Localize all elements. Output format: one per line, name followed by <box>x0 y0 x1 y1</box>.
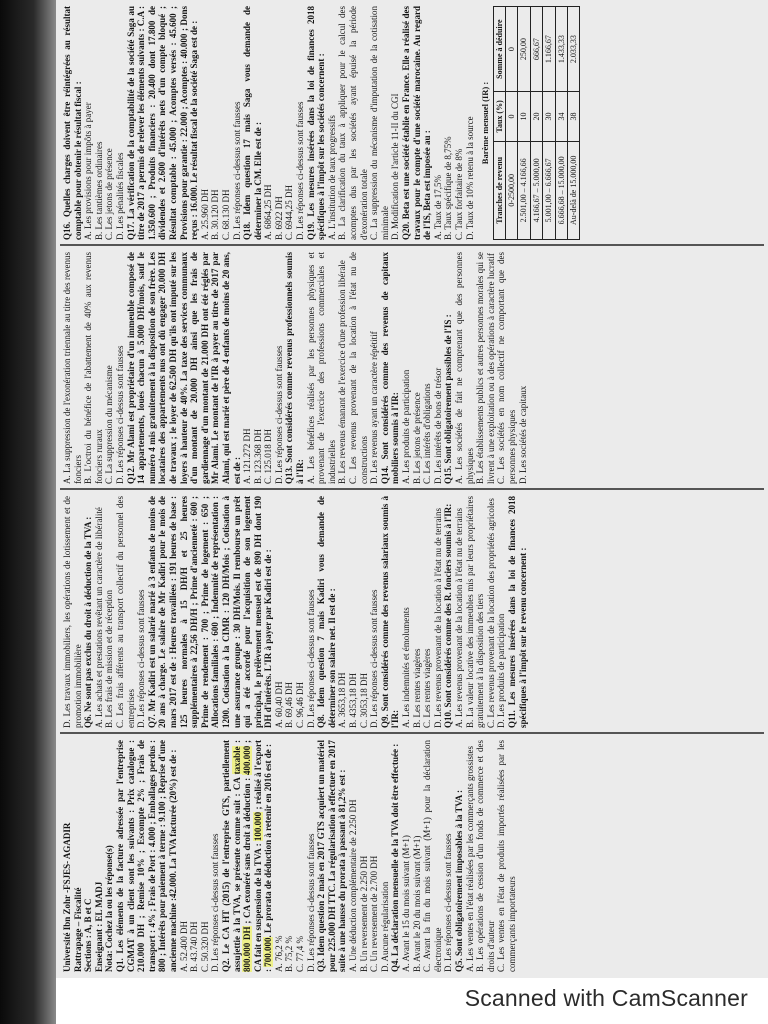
bareme-cell: 5.001,00 – 6.666,67 <box>543 141 555 239</box>
answer-option: A. Les produits de participation <box>401 369 411 484</box>
answer-option: C. Les sociétés en nom collectif ne comportant que des personnes physiques <box>496 252 517 484</box>
column-3 <box>62 252 762 484</box>
bareme-cell: 250,00 <box>518 7 530 92</box>
bareme-row <box>530 7 542 240</box>
bareme-header-cell: Somme à déduire <box>493 7 505 92</box>
answer-option: A. 76,2 % <box>273 935 284 972</box>
answer-option: D. Les réponses ci-dessus sont fausses <box>273 345 284 484</box>
bareme-cell: 20 <box>530 92 542 141</box>
answer-option: B. 6922 DH <box>273 196 284 240</box>
highlighted-figure: 100.000 <box>252 811 263 842</box>
answer-option: B. Un reversement de 2.250 DH <box>358 855 369 972</box>
column-divider <box>60 489 764 491</box>
answer-option: B. 4353,18 DH <box>348 672 359 728</box>
answer-option: A. Taux de 17,5% <box>432 175 443 240</box>
answer-option: B. 43.740 DH <box>189 921 200 972</box>
bareme-row <box>505 7 517 240</box>
bareme-cell: 1.433,33 <box>555 7 567 92</box>
answer-option: C. Les frais afférents au transport collectif du personnel des entreprises <box>114 496 136 728</box>
answer-option: A. Les ventes en l'état réalisées par les commerçants grossistes <box>464 745 475 972</box>
highlighted-figure: 800.000 DH <box>242 926 253 972</box>
answer-option: C. 77,4 % <box>295 936 306 972</box>
answer-option: C. Les revenus provenant de la location à l'état nu de constructions <box>348 252 369 484</box>
column-3-body <box>62 252 528 484</box>
bareme-row <box>555 7 567 240</box>
answer-option: D. Les réponses ci-dessus sont fausses <box>443 833 454 972</box>
bareme-cell: 34 <box>555 92 567 141</box>
header-line: Université Ibn Zohr -FSJES- AGADIR <box>62 822 72 972</box>
bareme-cell: 1.166,67 <box>543 7 555 92</box>
question-text: Q13. Sont considérés comme revenus professionnels soumis à l'IR: <box>284 252 306 484</box>
answer-option: B. Les établissements publics et autres personnes morales qui se livrent à une exploitation ou à des opérations à caractère lucratif <box>475 252 496 484</box>
answer-option: A. 52.400 DH <box>178 921 189 972</box>
answer-option: D. Aucune régularisation <box>379 881 390 972</box>
question-text: Q14. Sont considérés comme des revenus de capitaux mobiliers soumis à l'IR: <box>379 252 401 484</box>
bareme-cell: 0 <box>505 92 517 141</box>
answer-option: D. Les réponses ci-dessus sont fausses <box>231 101 242 240</box>
question-text: Q20. Beta est une société établie en France. Elle a réalisé des travaux pour le compte d'une société marocaine. Au regard de l'IS, Beta est imposée au : <box>401 6 433 240</box>
answer-option: A. Les indemnités et émoluments <box>401 607 411 728</box>
question-text: Q17. La vérification de la comptabilité de la société Saga au titre de 2017 a permis de relever les éléments suivants : C.A : 1.350.600 ; Produits financiers : 20.400 dont 17.800 de dividendes et 2.600 d'intérêts nets d'un compte bloqué ; Résultat comptable : 45.000 ; Acomptes versés : 45.600 ; Provisions pour garantie : 22.000 ; Acomptes : 40.000 ; Dons reçus : 16.000. Le résultat fiscal de la société Saga est de : <box>125 6 200 240</box>
answer-option: C. 50.320 DH <box>199 921 210 972</box>
answer-option: C. 96,46 DH <box>295 681 306 728</box>
answer-option: A. Les provisions pour impôts à payer <box>83 102 94 240</box>
answer-option: B. Les opérations de cession d'un fonds de commerce et des droits d'auteur <box>475 740 496 972</box>
answer-option: B. L'octroi du bénéfice de l'abattement de 40% aux revenus fonciers ruraux <box>83 252 104 484</box>
answer-option: D. Les revenus ayant un caractère répétitif <box>369 331 380 484</box>
answer-option: A. Les bénéfices réalisés par les personnes physiques et provenant de l'exercice des professions commerciales et industrielles <box>305 252 337 484</box>
question-text: Q1. Les éléments de la facture adressée par l'entreprise CGMAT à un client sont les suivants : Prix catalogue : 210.000 DH ; Remise 10% ; Escompte 2% ; Frais de transport : 4% ; Frais de Port : 4.000 ; Emballages perdus : 800 ; Intérêts pour paiement à terme : 9.100 ; Reprise d'une ancienne machine :42.000. La TVA facturée (20%) est de : <box>114 740 178 972</box>
column-4-body <box>62 6 475 240</box>
bareme-cell: 0 <box>505 7 517 92</box>
answer-option: D. Modification de l'article 11-II du CGI <box>390 93 401 240</box>
answer-option: C. Taux forfaitaire de 8% <box>453 148 464 240</box>
answer-option: C. Un reversement de 2.700 DH <box>369 855 380 972</box>
question-text: Q8. Idem question 7 mais Kadiri vous demande de déterminer son salaire net. Il est de : <box>316 496 337 728</box>
bareme-cell: 10 <box>518 92 530 141</box>
scanned-exam-sheet <box>56 0 768 978</box>
scan-dark-edge <box>0 0 56 1024</box>
ir-tax-bracket-table <box>481 6 580 240</box>
answer-option: C. 125.018 DH <box>263 428 274 484</box>
question-text: Q9. Sont considérés comme des revenus salariaux soumis à l'IR: <box>379 496 401 728</box>
answer-option: D. Les sociétés de capitaux <box>517 385 528 484</box>
bareme-row <box>568 7 580 240</box>
bareme-caption: Barème mensuel (IR) : <box>480 81 491 165</box>
answer-option: D. Les revenus provenant de la location à l'état nu de terrains <box>432 507 443 728</box>
exam-header <box>62 740 115 972</box>
answer-option: A. L'institution de taux progressifs <box>326 115 337 240</box>
answer-option: A. 3653,18 DH <box>337 672 348 728</box>
answer-option: C. 6944,25 DH <box>284 184 295 240</box>
answer-option: B. Les jetons de présence <box>411 392 422 484</box>
answer-option: B. La valeur locative des immeubles mis par leurs propriétaires gratuitement à la disposition des tiers <box>464 496 486 728</box>
bareme-cell: 30 <box>543 92 555 141</box>
answer-option: B. Les frais de mission et de réception <box>104 590 115 728</box>
answer-option: B. Les tantièmes ordinaires <box>93 141 104 240</box>
bareme-cell: 2.501,00 – 4.166,66 <box>518 141 530 239</box>
question-text: Q11. Les mesures insérées dans la loi de finances 2018 spécifiques à l'impôt sur le revenu concernent : <box>506 496 528 728</box>
answer-option: D. Les réponses ci-dessus sont fausses <box>114 345 125 484</box>
bareme-cell: Au-delà de 15.000,00 <box>568 141 580 239</box>
highlighted-figure: taxable <box>231 746 242 775</box>
bareme-cell: 2.033,33 <box>568 7 580 92</box>
question-text: Q15. Sont obligatoirement passibles de l'IS : <box>443 314 454 484</box>
answer-option: A. Les achats et prestations revêtant un caractère de libéralité <box>93 507 104 728</box>
answer-option: B. Avant le 20 du mois suivant (M+1) <box>411 835 422 972</box>
answer-option: C. Les rentes viagères <box>422 648 433 728</box>
bareme-cell: 6.666,68 – 15.000,00 <box>555 141 567 239</box>
question-text: Q18. Idem question 17 mais Saga vous demande de déterminer la CM. Elle est de : <box>242 6 263 240</box>
answer-option: A. Les revenus provenant de la location à l'état nu de terrains <box>453 507 464 728</box>
column-divider <box>60 245 764 247</box>
answer-option: C. Avant la fin du mois suivant (M+1) pour la déclaration électronique <box>422 740 443 972</box>
answer-option: A. 60,40 DH <box>273 681 284 728</box>
answer-option: C. La suppression du mécanisme d'imputation de la cotisation minimale <box>369 6 390 240</box>
question-text: Q19. Les mesures insérées dans la loi de finances 2018 spécifiques à l'impôt sur les sociétés concernent : <box>305 6 327 240</box>
bareme-header-cell: Taux (%) <box>493 92 505 141</box>
header-line: Rattrapage – Fiscalité <box>72 887 83 972</box>
answer-option: C. Les ventes en l'état de produits importés réalisées par les commerçants importateurs <box>496 740 517 972</box>
answer-option: C. 3053,18 DH <box>358 672 369 728</box>
question-text: Q7. Mr Kadiri est un salarié marié à 3 enfants de moins de 20 ans à charge. Le salaire de Mr Kadiri pour le mois de mars 2017 est de : Heures travaillées : 191 heures de base : 125 heures normales à 15 DH/H et 25 heures supplémentaires à 22,56 DH/H ; Prime d'ancienneté : 600 ; Prime de rendement : 700 ; Prime de logement : 650 ; Allocations familiales : 600 ; Indemnité de représentation : 1200. Cotisation à la CIMR : 120 DH/Mois ; Cotisation à une assurance groupe : 30 DH/Mois. Il rembourse un prêt qui a été accordé pour l'acquisition de son logement principal, le prélèvement mensuel est de 890 DH dont 190 DH d'intérêts. L'IR à payer par Kadiri est de : <box>146 496 274 728</box>
answer-option: C. La suppression du mécanisme <box>104 365 115 484</box>
column-divider <box>60 733 764 735</box>
answer-option: A. Les sociétés de fait ne comprenant que des personnes physiques <box>453 252 475 484</box>
answer-option: D. Les réponses ci-dessus sont fausses <box>295 101 306 240</box>
bareme-row <box>518 7 530 240</box>
column-1 <box>62 740 762 972</box>
question-text: Q2. Le CA HT (2015) de l'entreprise GTS, partiellement assujettie à la TVA, se présente comme suit : CA taxable : 800.000 DH ; CA exonéré sans droit à déduction : 400.000 ; CA fait en suspension de la TVA : 100.000 ; réalisé à l'export : 700.000. Le prorata de déduction à retenir en 2016 est de : <box>220 740 274 972</box>
answer-option: D. Les réponses ci-dessus sont fausses <box>305 833 316 972</box>
answer-option: A. 121.272 DH <box>242 428 253 484</box>
answer-option: D. Les travaux immobiliers, les opérations de lotissement et de promotion immobilière <box>62 496 83 728</box>
answer-option: D. Les pénalités fiscales <box>114 152 125 240</box>
column-4 <box>62 6 762 240</box>
answer-option: C. 68.130 DH <box>220 189 231 240</box>
question-text: Q3. Idem question 2 mais en 2017 GTS acquiert un matériel pour 225.000 DH TTC. La régularisation à effectuer en 2017 suite à une hausse du prorata à passant à 81,2% est : <box>316 740 348 972</box>
answer-option: B. Les revenus émanant de l'exercice d'une profession libérale <box>337 260 348 484</box>
answer-option: C. Les jetons de présence <box>104 148 115 240</box>
question-text: Q5. Sont obligatoirement imposables à la TVA : <box>453 789 464 972</box>
answer-option: B. Les rentes viagères <box>411 648 422 728</box>
column-2-body <box>62 496 528 728</box>
rotated-page <box>56 0 768 978</box>
answer-option: B. 69,46 DH <box>284 681 295 728</box>
answer-option: A. Une déduction complémentaire de 2.250 DH <box>348 799 359 972</box>
bareme-row <box>543 7 555 240</box>
answer-option: A. 6864,25 DH <box>263 184 274 240</box>
header-line: Sections : A, B et C <box>83 898 94 972</box>
bareme-header-row <box>493 7 505 240</box>
camscanner-watermark: Scanned with CamScanner <box>464 985 748 1011</box>
bareme-cell: 38 <box>568 92 580 141</box>
bareme-cell: 0-2500,00 <box>505 141 517 239</box>
question-text: Q16. Quelles charges doivent être réintégrées au résultat comptable pour obtenir le résultat fiscal : <box>62 6 83 240</box>
header-line: Nota: Cochez la ou les réponse(s) <box>104 845 115 972</box>
answer-option: B. 75,2 % <box>284 936 295 972</box>
answer-option: B. 30.120 DH <box>210 189 221 240</box>
answer-option: D. Les produits de participation <box>496 613 507 728</box>
bareme-cell: 4.166,67 – 5.000,00 <box>530 141 542 239</box>
answer-option: C. Les revenus provenant de la location des propriétés agricoles <box>485 498 496 728</box>
question-text: Q4. La déclaration mensuelle de la TVA doit être effectuée : <box>390 743 401 972</box>
answer-option: D. Les réponses ci-dessus sont fausses <box>369 589 380 728</box>
highlighted-figure: 700.000 <box>263 937 274 967</box>
answer-option: C. Les intérêts d'obligations <box>422 383 433 484</box>
column-1-body <box>115 740 518 972</box>
answer-option: A. 25.960 DH <box>199 189 210 240</box>
answer-option: A. Avant le 15 du mois suivant (M+1) <box>401 835 411 972</box>
answer-option: D. Les réponses ci-dessus sont fausses <box>305 589 316 728</box>
question-text: Q10. Sont considérés comme des R. fonciers soumis à l'IR: <box>443 503 454 728</box>
bareme-cell: 666,67 <box>530 7 542 92</box>
answer-option: D. Les intérêts de bons de trésor <box>432 367 443 484</box>
bareme-body <box>505 7 579 240</box>
highlighted-figure: 400.000 <box>242 745 253 776</box>
question-text: Q6. Ne sont pas exclus du droit à déduction de la TVA : <box>83 516 94 728</box>
answer-option: D. Les réponses ci-dessus sont fausses <box>210 833 221 972</box>
column-2 <box>62 496 762 728</box>
answer-option: A. La suppression de l'exonération triennale au titre des revenus fonciers <box>62 252 83 484</box>
answer-option: B. La clarification du taux à appliquer pour le calcul des acomptes dus par les sociétés ayant épuisé la période d'exonération totale <box>337 6 369 240</box>
question-text: Q12. Mr Alami est propriétaire d'un immeuble composé de 14 appartements, loués chacun à 5.000 DH/mois, sauf le numéro 4 mis gratuitement à la disposition de son frère. Les locataires des appartements nus ont dû engager 20.000 DH de travaux ; le loyer de 62.500 DH qu'ils ont imputé sur les loyers à hauteur de 40%. La taxe des services communaux d'un montant de 20.000 DH ainsi que les frais de gardiennage d'un montant de 21.000 DH ont été réglés par Mr Alami. Le montant de l'IR à payer au titre de 2017 par Alami, qui est marié et père de 4 enfants de moins de 20 ans, est de : <box>125 252 242 484</box>
answer-option: D. Taux de 10% retenu à la source <box>464 116 475 240</box>
answer-option: D. Les réponses ci-dessus sont fausses <box>136 589 147 728</box>
bareme-header-cell: Tranches de revenu <box>493 141 505 239</box>
answer-option: B. Taux spécifique de 8,75% <box>443 136 454 240</box>
answer-option: B. 123.368 DH <box>252 428 263 484</box>
header-line: Enseignant : EL MADJ <box>93 881 104 972</box>
